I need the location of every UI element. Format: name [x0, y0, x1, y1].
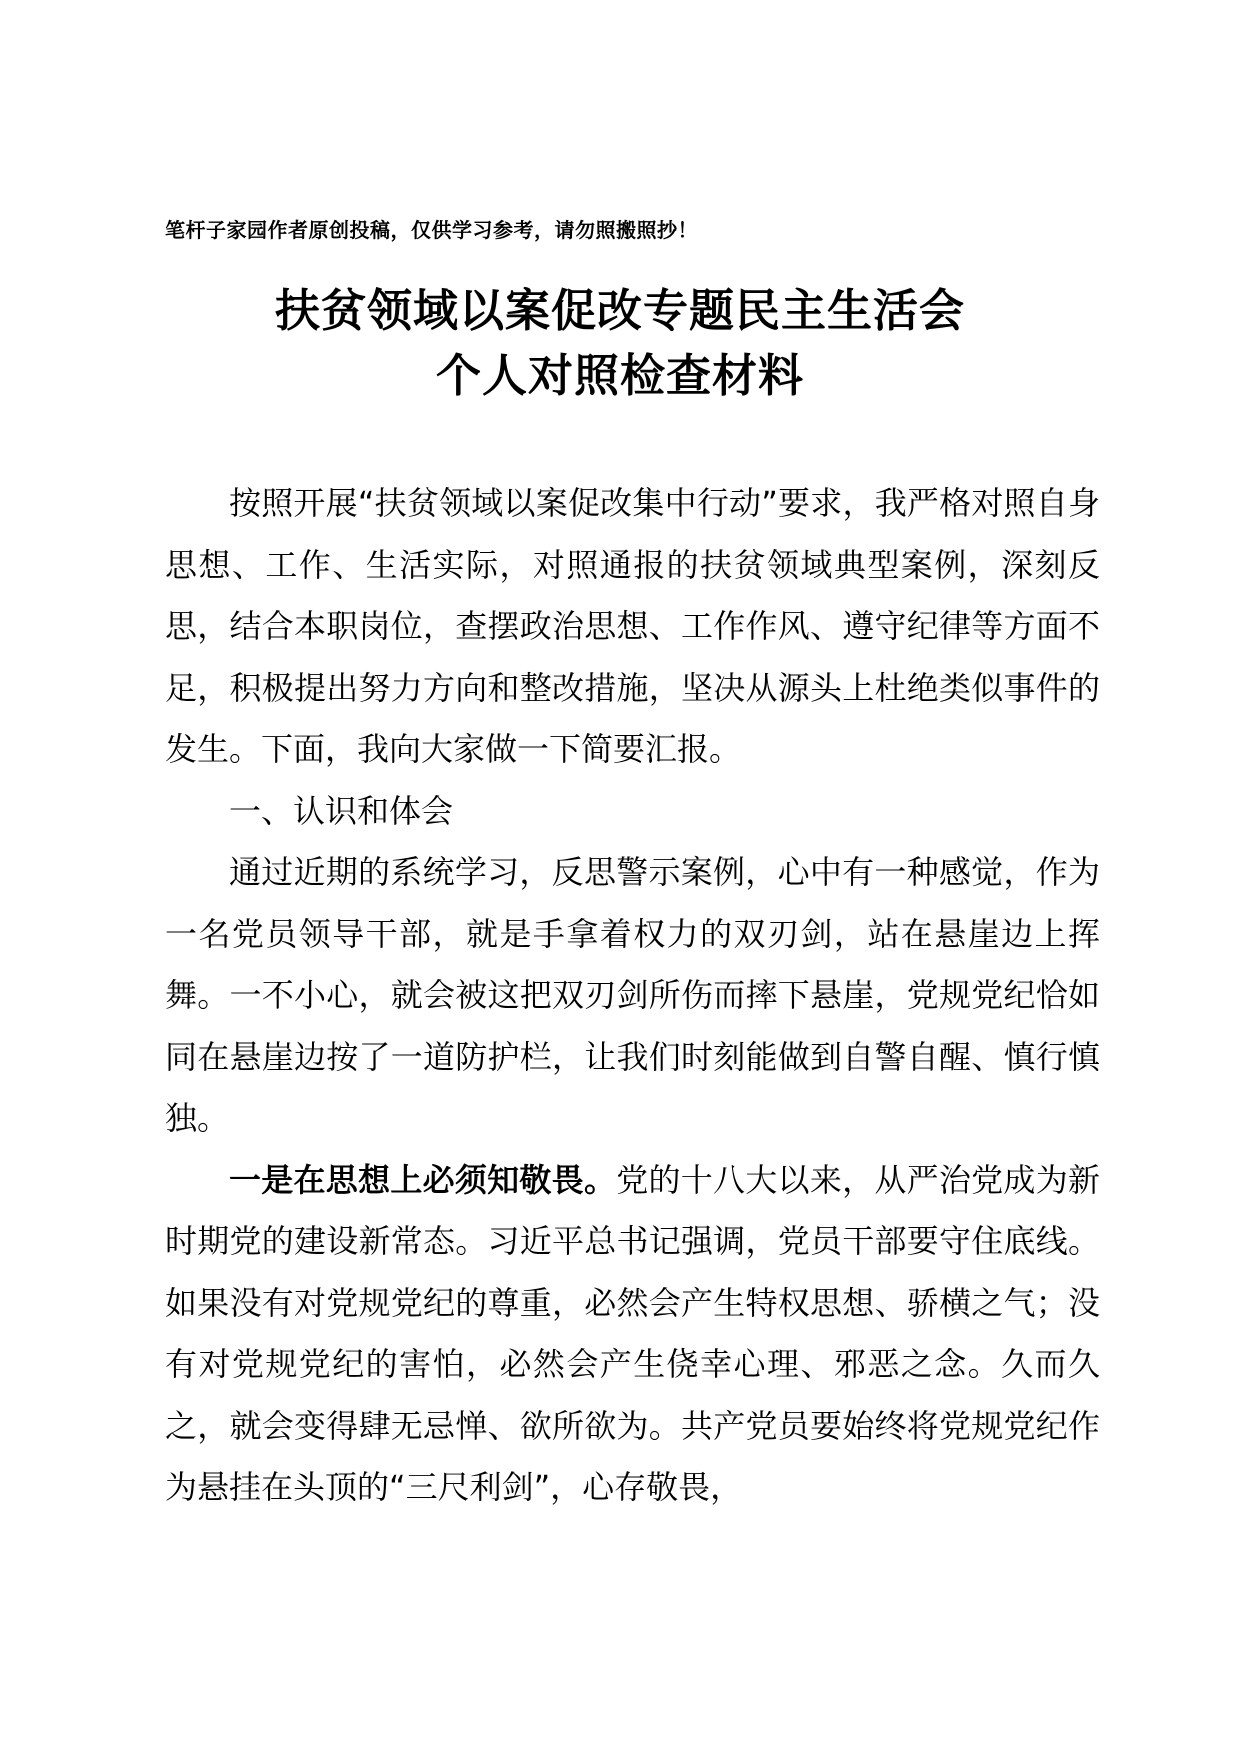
paragraph-text: 按照开展“扶贫领域以案促改集中行动”要求，我严格对照自身思想、工作、生活实际，对照通报的扶贫领域典型案例，深刻反思，结合本职岗位，查摆政治思想、工作作风、遵守纪律等方面不足，积极提出努力方向和整改措施，坚决从源头上杜绝类似事件的发生。下面，我向大家做一下简要汇报。	[165, 484, 1100, 768]
document-title-line1: 扶贫领域以案促改专题民主生活会	[274, 284, 965, 337]
copyright-notice: 笔杆子家园作者原创投稿，仅供学习参考，请勿照搬照抄！	[165, 218, 698, 242]
section-heading	[165, 781, 1100, 843]
paragraph-text: 通过近期的系统学习，反思警示案例，心中有一种感觉，作为一名党员领导干部，就是手拿着权力的双刃剑，站在悬崖边上挥舞。一不小心，就会被这把双刃剑所伤而摔下悬崖，党规党纪恰如同在悬崖边按了一道防护栏，让我们时刻能做到自警自醒、慎行慎独。	[165, 853, 1100, 1137]
document-body	[165, 473, 1100, 1519]
paragraph-intro	[165, 473, 1100, 781]
paragraph-lead: 一是在思想上必须知敬畏。	[229, 1160, 617, 1199]
paragraph-understanding	[165, 842, 1100, 1150]
section-heading-text: 一、认识和体会	[229, 791, 454, 830]
document-title-line2: 个人对照检查材料	[435, 349, 804, 402]
paragraph-text: 党的十八大以来，从严治党成为新时期党的建设新常态。习近平总书记强调，党员干部要守住底线。如果没有对党规党纪的尊重，必然会产生特权思想、骄横之气；没有对党规党纪的害怕，必然会产生侥幸心理、邪恶之念。久而久之，就会变得肆无忌惮、欲所欲为。共产党员要始终将党规党纪作为悬挂在头顶的“三尺利剑”，心存敬畏，	[165, 1160, 1100, 1506]
paragraph-point-one	[165, 1150, 1100, 1519]
